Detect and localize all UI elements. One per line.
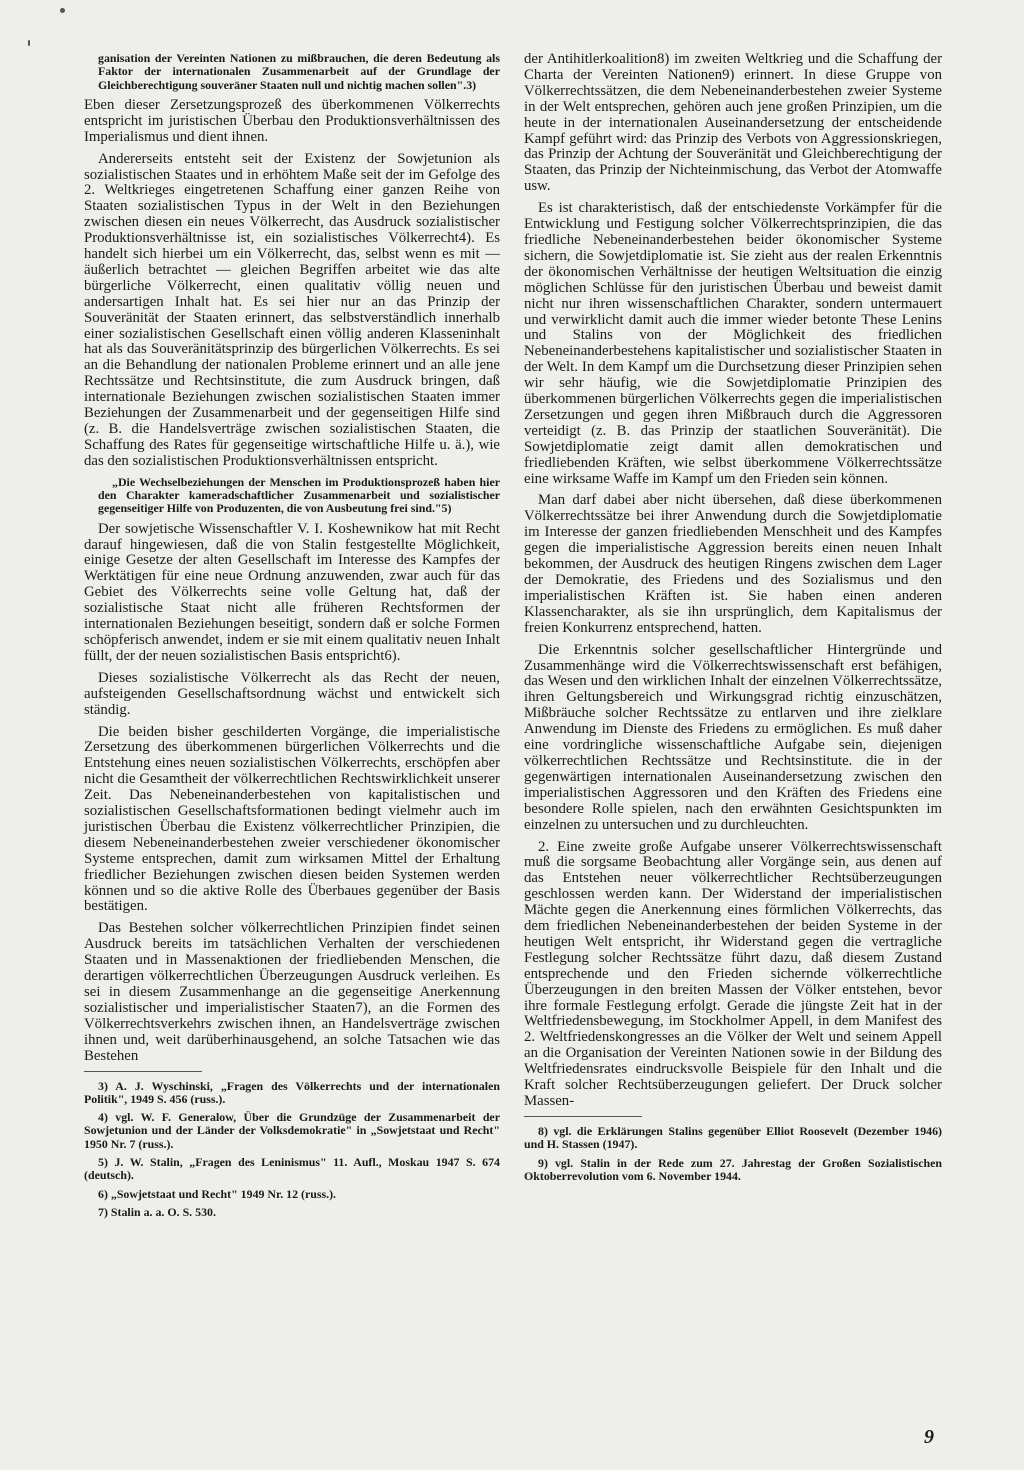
paragraph: Eben dieser Zersetzungsprozeß des überkommenen Völkerrechts entspricht im juristischen Überbau den Produktionsverhältnissen des Imperialismus und dient ihnen.: [84, 96, 500, 145]
footnote-divider: [524, 1116, 642, 1117]
quote-continuation: ganisation der Vereinten Nationen zu mißbrauchen, die deren Bedeutung als Faktor der internationalen Zusammenarbeit auf der Grundlage der Gleichberechtigung souveräner Staaten null und nichtig machen sollen".3): [98, 51, 500, 92]
scan-speck: [28, 40, 30, 46]
footnote: 7) Stalin a. a. O. S. 530.: [98, 1204, 216, 1219]
footnote: 9) vgl. Stalin in der Rede zum 27. Jahrestag der Großen Sozialistischen Oktoberrevolution vom 6. November 1944.: [524, 1155, 942, 1183]
paragraph: Das Bestehen solcher völkerrechtlichen Prinzipien findet seinen Ausdruck bereits im tatsächlichen Verhalten der verschiedenen Staaten und in Massenaktionen der friedliebenden Menschen, die derartigen völkerrechtlichen Überzeugungen Ausdruck verleihen. Es sei in diesem Zusammenhange an die gegenseitige Anerkennung sozialistischer und imperialistischer Staaten7), an die Formen des Völkerrechtsverkehrs zwischen ihnen, an Handelsverträge zwischen ihnen und, weit darüberhinausgehend, an solche Tatsachen wie das Bestehen: [84, 920, 500, 1064]
footnote-divider: [84, 1071, 202, 1072]
scan-speck: [60, 8, 65, 13]
paragraph: Es ist charakteristisch, daß der entschiedenste Vorkämpfer für die Entwicklung und Festigung solcher Völkerrechtsprinzipien, die das friedliche Nebeneinanderbestehen beider ökonomischer Systeme sichern, die Sowjetdiplomatie ist. Sie zieht aus der realen Erkenntnis der ökonomischen Verhältnisse der heutigen Weltsituation die einzig möglichen Schlüsse für den juristischen Überbau und beweist damit nicht nur ihren wissenschaftlichen Charakter, sondern untermauert und verwirklicht damit auch die immer wieder betonte These Lenins und Stalins von der Möglichkeit des friedlichen Nebeneinanderbestehens kapitalistischer und sozialistischer Staaten in der Welt. In dem Kampf um die Durchsetzung dieser Prinzipien sehen wir sehr häufig, wie die Sowjetdiplomatie Prinzipien des überkommenen bürgerlichen Völkerrechts gegen die imperialistischen Zersetzungen und gegen ihren Mißbrauch durch die Aggressoren verteidigt (z. B. das Prinzip der staatlichen Souveränität). Die Sowjetdiplomatie zeigt damit allen demokratischen und friedliebenden Kräften, wie selbst überkommene Völkerrechtssätze eine wirksame Waffe im Kampf um den Frieden sein können.: [524, 200, 942, 487]
footnote: 5) J. W. Stalin, „Fragen des Leninismus" 11. Aufl., Moskau 1947 S. 674 (deutsch).: [84, 1155, 500, 1183]
right-column: [524, 52, 942, 1188]
paragraph: Andererseits entsteht seit der Existenz der Sowjetunion als sozialistischen Staates und in erhöhtem Maße seit der im Gefolge des 2. Weltkrieges eingetretenen Schaffung einer ganzen Reihe von Staaten sozialistischen Typus in der Welt in den Beziehungen zwischen diesen ein neues Völkerrecht, das Ausdruck sozialistischer Produktionsverhältnisse ist, ein sozialistisches Völkerrecht4). Es handelt sich hierbei um ein Völkerrecht, das, selbst wenn es mit — äußerlich betrachtet — gleichen Begriffen arbeitet wie das alte bürgerliche Völkerrecht, einen qualitativ völlig neuen und andersartigen Inhalt hat. Es sei hier nur an das Prinzip der Souveränität der Staaten erinnert, das selbstverständlich innerhalb einer sozialistischen Gesellschaft einen völlig anderen Klasseninhalt hat als das Souveränitätsprinzip des bürgerlichen Völkerrechts. Es sei an die Behandlung der nationalen Probleme erinnert und an alle jene Rechtssätze und Rechtsinstitute, die zum Ausdruck bringen, daß internationale Beziehungen zwischen sozialistischen Staaten immer Beziehungen der Zusammenarbeit und der gegenseitigen Hilfe sind (z. B. die Handelsverträge zwischen sozialistischen Staaten, die Schaffung des Rates für gegenseitige wirtschaftliche Hilfe u. ä.), wie das den sozialistischen Produktionsverhältnissen entspricht.: [84, 150, 500, 469]
paragraph: Der sowjetische Wissenschaftler V. I. Koshewnikow hat mit Recht darauf hingewiesen, daß die von Stalin festgestellte Möglichkeit, einige Gesetze der alten Gesellschaft im Interesse des Kampfes der Werktätigen für eine neue Ordnung anzuwenden, zwar auch für das Gebiet des Völkerrechts seine volle Geltung hat, daß der sozialistische Staat nicht alle früheren Rechtsformen der internationalen Beziehungen beseitigt, sondern daß er solche Formen schöpferisch anwendet, indem er sie mit einem qualitativ neuen Inhalt füllt, der der neuen sozialistischen Basis entspricht6).: [84, 520, 500, 664]
paragraph: Dieses sozialistische Völkerrecht als das Recht der neuen, aufsteigenden Gesellschaftsordnung wächst und entwickelt sich ständig.: [84, 669, 500, 718]
paragraph: Man darf dabei aber nicht übersehen, daß diese überkommenen Völkerrechtssätze bei ihrer Anwendung durch die Sowjetdiplomatie im Interesse der ganzen friedliebenden Menschheit und des Kampfes gegen die imperialistische Aggression bereits einen neuen Inhalt bekommen, der Ausdruck des heutigen Ringens zwischen dem Lager der Demokratie, des Friedens und des Sozialismus und den imperialistischen Kräften ist. Sie haben einen anderen Klassencharakter, als sie ihn ursprünglich, dem Kapitalismus der freien Konkurrenz entsprechend, hatten.: [524, 492, 942, 636]
paragraph: Die Erkenntnis solcher gesellschaftlicher Hintergründe und Zusammenhänge wird die Völkerrechtswissenschaft erst befähigen, das Wesen und den wirklichen Inhalt der einzelnen Völkerrechtssätze, ihren Geltungsbereich und Wirkungsgrad richtig einzuschätzen, Mißbräuche solcher Rechtssätze zu entlarven und ihre zielklare Anwendung im Dienste des Friedens zu ermöglichen. Es muß daher eine vordringliche wissenschaftliche Aufgabe sein, diejenigen völkerrechtlichen Rechtssätze und Rechtsinstitute. die in der gegenwärtigen internationalen Auseinandersetzung zwischen den imperialistischen Aggressoren und den Kräften des Friedens eine besondere Rolle spielen, nach den erwähnten Gesichtspunkten im einzelnen zu untersuchen und zu durchleuchten.: [524, 641, 942, 833]
paragraph: Die beiden bisher geschilderten Vorgänge, die imperialistische Zersetzung des überkommenen bürgerlichen Völkerrechts und die Entstehung eines neuen sozialistischen Völkerrechts, erschöpfen aber nicht die Gesamtheit der völkerrechtlichen Rechtswirklichkeit unserer Zeit. Das Nebeneinanderbestehen von kapitalistischen und sozialistischen Gesellschaftsformationen bedingt vielmehr auch im juristischen Überbau die Existenz völkerrechtlicher Prinzipien, die diesem Nebeneinanderbestehen zweier verschiedener ökonomischer Systeme entsprechen, damit zum wirksamen Mittel der Erhaltung friedlicher Beziehungen zwischen diesen beiden Systemen werden können und so die aktive Rolle des Überbaues gegenüber der Basis bestätigen.: [84, 723, 500, 915]
footnote: 4) vgl. W. F. Generalow, Über die Grundzüge der Zusammenarbeit der Sowjetunion und der Länder der Volksdemokratie" in „Sowjetstaat und Recht" 1950 Nr. 7 (russ.).: [84, 1110, 500, 1151]
footnote: 3) A. J. Wyschinski, „Fragen des Völkerrechts und der internationalen Politik", 1949 S. 456 (russ.).: [84, 1078, 500, 1106]
page-number: 9: [924, 1426, 934, 1448]
left-column: [84, 52, 500, 1224]
footnote: 8) vgl. die Erklärungen Stalins gegenüber Elliot Roosevelt (Dezember 1946) und H. Stassen (1947).: [524, 1123, 942, 1152]
block-quote: „Die Wechselbeziehungen der Menschen im Produktionsprozeß haben hier den Charakter kameradschaftlicher Zusammenarbeit und sozialistischer gegenseitiger Hilfe von Produzenten, die von Ausbeutung frei sind."5): [98, 474, 500, 516]
paragraph: 2. Eine zweite große Aufgabe unserer Völkerrechtswissenschaft muß die sorgsame Beobachtung aller Vorgänge sein, aus denen auf das Entstehen neuer völkerrechtlicher Rechtsüberzeugungen geschlossen werden kann. Der Widerstand der imperialistischen Mächte gegen die Anerkennung eines förmlichen Völkerrechts, das dem friedlichen Nebeneinanderbestehen der beiden Systeme in der heutigen Welt entspricht, ihr Widerstand gegen die vertragliche Festlegung solcher Rechtssätze führt dazu, daß diesem Zustand entsprechende und den Frieden sichernde völkerrechtliche Überzeugungen in den breiten Massen der Völker entstehen, bevor ihre formale Festlegung erfolgt. Gerade die jüngste Zeit hat in der Weltfriedensbewegung, im Stockholmer Appell, in dem Manifest des 2. Weltfriedenskongresses an die Völker der Welt und seinem Appell an die Organisation der Vereinten Nationen sowie in der Bildung des Weltfriedensrates eindrucksvolle Beispiele für den Inhalt und die Kraft solcher Rechtsüberzeugungen geliefert. Der Druck solcher Massen-: [524, 838, 942, 1109]
paragraph: der Antihitlerkoalition8) im zweiten Weltkrieg und die Schaffung der Charta der Vereinten Nationen9) erinnert. In diese Gruppe von Völkerrechtssätzen, die dem Nebeneinanderbestehen zweier Systeme in der Welt entsprechen, gehören auch jene großen Prinzipien, um die heute in der internationalen Auseinandersetzung der entscheidende Kampf geführt wird: das Prinzip des Verbots von Aggressionskriegen, das Prinzip der Achtung der Souveränität und Gleichberechtigung der Staaten, das Prinzip der Nichteinmischung, das Verbot der Atomwaffe usw.: [524, 51, 942, 195]
footnote: 6) „Sowjetstaat und Recht" 1949 Nr. 12 (russ.).: [98, 1186, 337, 1201]
